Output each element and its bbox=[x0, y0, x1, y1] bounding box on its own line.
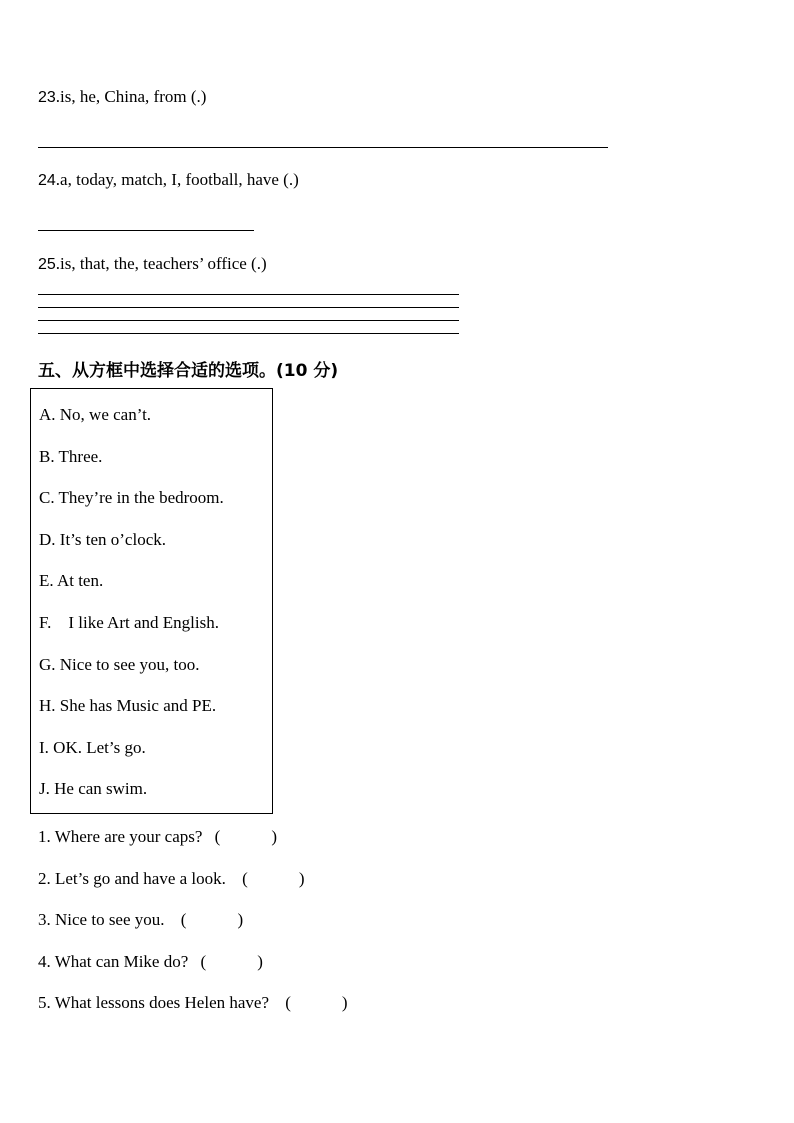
match-question-4 bbox=[38, 952, 263, 972]
option-a: A. No, we can’t. bbox=[39, 405, 152, 424]
option-g: G. Nice to see you, too. bbox=[39, 655, 200, 674]
option-d: D. It’s ten o’clock. bbox=[39, 530, 166, 549]
options-box bbox=[30, 388, 273, 814]
question-text: 4. What can Mike do? bbox=[38, 952, 189, 971]
answer-blank[interactable]: ( ) bbox=[180, 910, 244, 929]
question-number: 23 bbox=[38, 89, 56, 106]
option-i: I. OK. Let’s go. bbox=[39, 738, 146, 757]
question-text: 3. Nice to see you. bbox=[38, 910, 165, 929]
question-text: 2. Let’s go and have a look. bbox=[38, 869, 226, 888]
question-text: 1. Where are your caps? bbox=[38, 827, 203, 846]
option-e: E. At ten. bbox=[39, 571, 104, 590]
question-24 bbox=[38, 170, 299, 190]
question-words: .is, he, China, from (.) bbox=[55, 87, 207, 106]
section-title: 五、从方框中选择合适的选项。(10 分) bbox=[38, 361, 339, 381]
answer-blank[interactable]: ( ) bbox=[214, 827, 277, 846]
question-number: 25 bbox=[38, 256, 56, 273]
answer-line[interactable] bbox=[38, 320, 459, 321]
answer-line[interactable] bbox=[38, 230, 254, 231]
answer-line[interactable] bbox=[38, 147, 608, 148]
answer-blank[interactable]: ( ) bbox=[242, 869, 305, 888]
question-25 bbox=[38, 254, 267, 274]
match-question-5 bbox=[38, 993, 348, 1013]
answer-line[interactable] bbox=[38, 333, 459, 334]
option-f: F. I like Art and English. bbox=[39, 613, 219, 632]
answer-blank[interactable]: ( ) bbox=[285, 993, 348, 1012]
option-b: B. Three. bbox=[39, 447, 103, 466]
match-question-2 bbox=[38, 869, 304, 889]
match-question-1 bbox=[38, 827, 277, 847]
answer-line[interactable] bbox=[38, 307, 459, 308]
answer-blank[interactable]: ( ) bbox=[200, 952, 263, 971]
option-c: C. They’re in the bedroom. bbox=[39, 488, 224, 507]
question-number: 24 bbox=[38, 172, 56, 189]
question-words: .is, that, the, teachers’ office (.) bbox=[55, 254, 267, 273]
option-h: H. She has Music and PE. bbox=[39, 696, 217, 715]
question-23 bbox=[38, 87, 206, 107]
question-words: .a, today, match, I, football, have (.) bbox=[55, 170, 299, 189]
option-j: J. He can swim. bbox=[39, 779, 148, 798]
answer-line[interactable] bbox=[38, 294, 459, 295]
match-question-3 bbox=[38, 910, 243, 930]
question-text: 5. What lessons does Helen have? bbox=[38, 993, 270, 1012]
